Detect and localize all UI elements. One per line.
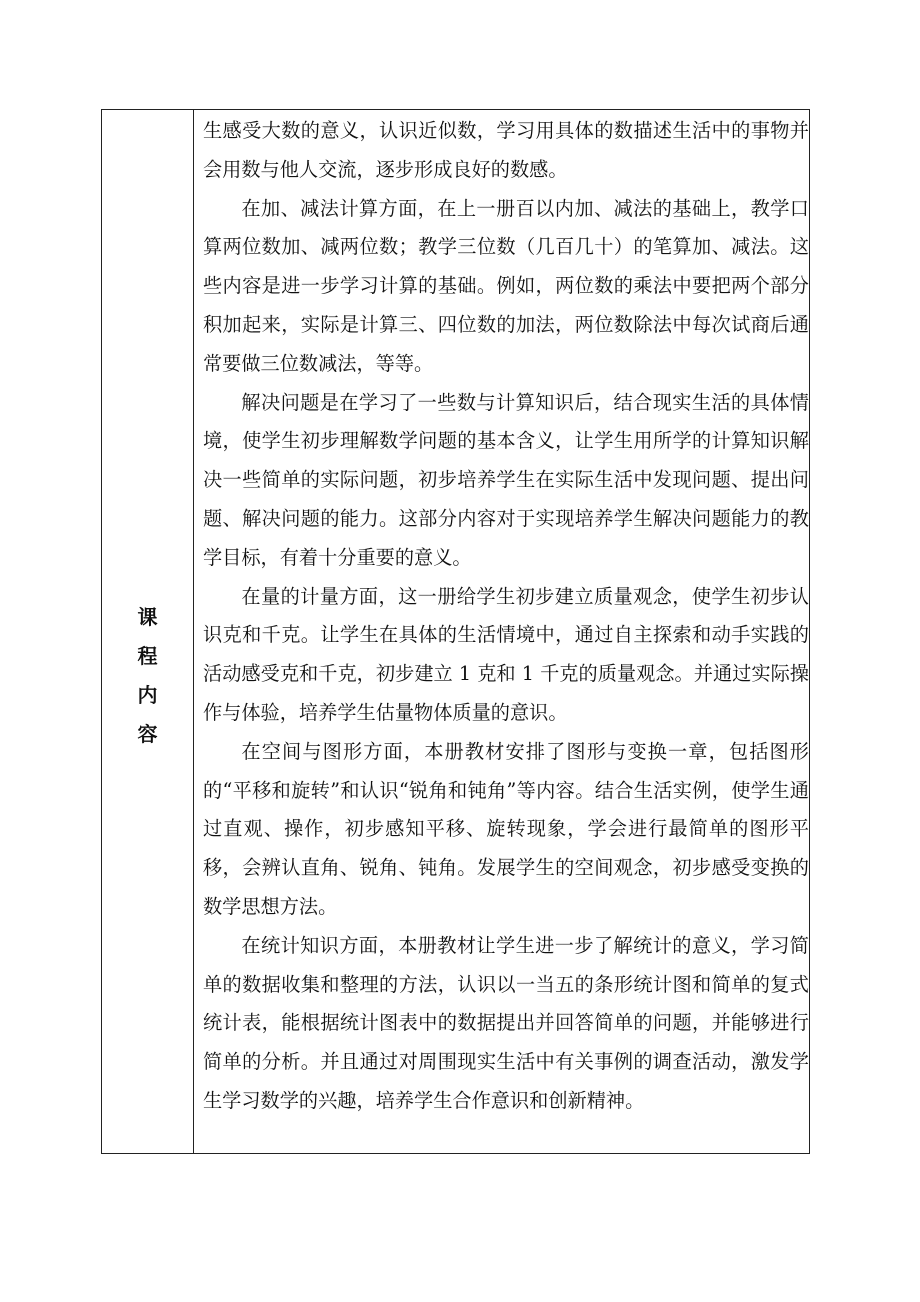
paragraph-statistics: 在统计知识方面，本册教材让学生进一步了解统计的意义，学习简单的数据收集和整理的方法，认识以一当五的条形统计图和简单的复式统计表，能根据统计图表中的数据提出并回答简单的问题，并能够进行简单的分析。并且通过对周围现实生活中有关事例的调查活动，激发学生学习数学的兴趣，培养学生合作意识和创新精神。: [203, 933, 809, 1112]
section-label-cell: [102, 110, 194, 1153]
section-label-char: 课: [137, 604, 158, 629]
content-cell: [194, 110, 809, 1153]
course-content-table: [101, 109, 810, 1154]
paragraph-measurement: 在量的计量方面，这一册给学生初步建立质量观念，使学生初步认识克和千克。让学生在具体的生活情境中，通过自主探索和动手实践的活动感受克和千克，初步建立 1 克和 1 千克的质量观念。并通过实际操作与体验，培养学生估量物体质量的意识。: [203, 584, 809, 724]
paragraph-geometry: 在空间与图形方面，本册教材安排了图形与变换一章，包括图形的“平移和旋转”和认识“锐角和钝角”等内容。结合生活实例，使学生通过直观、操作，初步感知平移、旋转现象，学会进行最简单的图形平移，会辨认直角、锐角、钝角。发展学生的空间观念，初步感受变换的数学思想方法。: [203, 739, 809, 918]
paragraph-continuation: 生感受大数的意义，认识近似数，学习用具体的数描述生活中的事物并会用数与他人交流，逐步形成良好的数感。: [203, 119, 809, 181]
paragraph-problem-solving: 解决问题是在学习了一些数与计算知识后，结合现实生活的具体情境，使学生初步理解数学问题的基本含义，让学生用所学的计算知识解决一些简单的实际问题，初步培养学生在实际生活中发现问题、提出问题、解决问题的能力。这部分内容对于实现培养学生解决问题能力的教学目标，有着十分重要的意义。: [203, 390, 809, 569]
section-label-char: 程: [137, 643, 158, 668]
section-label-char: 容: [137, 721, 158, 746]
paragraph-addition-subtraction: 在加、减法计算方面，在上一册百以内加、减法的基础上，教学口算两位数加、减两位数；教学三位数（几百几十）的笔算加、减法。这些内容是进一步学习计算的基础。例如，两位数的乘法中要把两个部分积加起来，实际是计算三、四位数的加法，两位数除法中每次试商后通常要做三位数减法，等等。: [203, 196, 809, 375]
section-label-char: 内: [137, 682, 158, 707]
